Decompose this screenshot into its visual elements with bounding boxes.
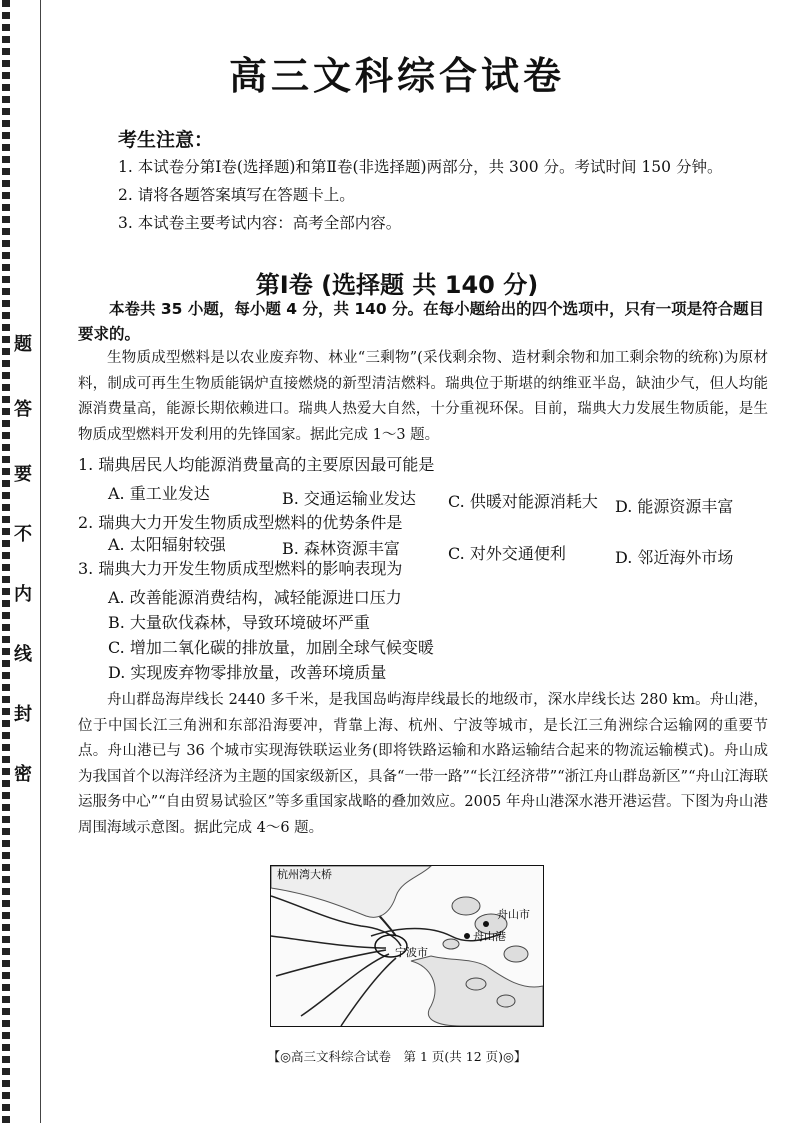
zhoushan-port-map [270, 865, 544, 1027]
map-road [271, 936, 386, 948]
coastline-south [411, 956, 543, 1026]
margin-word: 封 [14, 704, 32, 725]
label-zhoushan-port: 舟山港 [473, 930, 506, 943]
map-road [341, 958, 396, 1026]
margin-word: 题 [14, 334, 32, 355]
question-1-stem: 1. 瑞典居民人均能源消费量高的主要原因最可能是 [78, 455, 435, 474]
island [452, 897, 480, 915]
question-2-option-b: B. 森林资源丰富 [282, 539, 400, 558]
passage-1: 生物质成型燃料是以农业废弃物、林业“三剩物”(采伐剩余物、造材剩余物和加工剩余物的统称)为原材料，制成可再生生物质能锅炉直接燃烧的新型清洁燃料。瑞典位于斯堪的纳维亚半岛，缺油少气，但人均能源消费量高，能源长期依赖进口。瑞典人热爱大自然，十分重视环保。目前，瑞典大力发展生物质能，是生物质成型燃料开发利用的先锋国家。据此完成 1～3 题。 [78, 350, 768, 443]
island [443, 939, 459, 949]
question-3-option-b: B. 大量砍伐森林，导致环境破坏严重 [108, 613, 370, 632]
question-2-stem: 2. 瑞典大力开发生物质成型燃料的优势条件是 [78, 513, 403, 532]
question-2-option-a: A. 太阳辐射较强 [108, 535, 226, 554]
label-bridge: 杭州湾大桥 [277, 868, 332, 881]
question-3-stem: 3. 瑞典大力开发生物质成型燃料的影响表现为 [78, 559, 403, 578]
margin-word: 线 [14, 644, 32, 665]
section-title: 第Ⅰ卷 (选择题 共 140 分) [255, 271, 539, 299]
margin-word: 内 [14, 584, 32, 605]
passage-2: 舟山群岛海岸线长 2440 多千米，是我国岛屿海岸线最长的地级市，深水岸线长达 280 km。舟山港，位于中国长江三角洲和东部沿海要冲，背靠上海、杭州、宁波等城市，是长江三角洲综合运输网的重要节点。舟山港已与 36 个城市实现海铁联运业务(即将铁路运输和水路运输结合起来的物流运输模式)。舟山成为我国首个以海洋经济为主题的国家级新区，具备“一带一路”“长江经济带”“浙江舟山群岛新区”“舟山江海联运服务中心”“自由贸易试验区”等多重国家战略的叠加效应。2005 年舟山港深水港开港运营。下图为舟山港周围海域示意图。据此完成 4～6 题。 [78, 692, 768, 836]
margin-word: 答 [14, 399, 32, 420]
margin-word: 不 [14, 524, 32, 545]
margin-word: 密 [14, 764, 32, 785]
notice-line: 3. 本试卷主要考试内容：高考全部内容。 [118, 214, 402, 232]
notice-heading: 考生注意： [118, 129, 214, 151]
island [466, 978, 486, 990]
margin-word: 要 [14, 464, 32, 485]
notice-line: 1. 本试卷分第Ⅰ卷(选择题)和第Ⅱ卷(非选择题)两部分，共 300 分。考试时间 150 分钟。 [118, 158, 723, 176]
map-road [276, 950, 386, 976]
question-1-option-c: C. 供暖对能源消耗大 [448, 492, 598, 511]
question-3-option-c: C. 增加二氧化碳的排放量，加剧全球气候变暖 [108, 638, 434, 657]
label-zhoushan-city: 舟山市 [497, 908, 530, 921]
question-2-option-c: C. 对外交通便利 [448, 544, 566, 563]
binding-margin [0, 0, 41, 1123]
island [504, 946, 528, 962]
question-2-option-d: D. 邻近海外市场 [615, 548, 734, 567]
binding-dash-line [2, 0, 10, 1123]
label-ningbo: 宁波市 [395, 946, 428, 959]
question-3-option-d: D. 实现废弃物零排放量，改善环境质量 [108, 663, 387, 682]
zhoushan-city-dot [483, 921, 489, 927]
map-road [301, 954, 389, 1016]
section-intro: 本卷共 35 小题，每小题 4 分，共 140 分。在每小题给出的四个选项中，只有一项是符合题目要求的。 [78, 300, 765, 343]
map-drawing [271, 866, 543, 1026]
zhoushan-port-dot [464, 933, 470, 939]
question-1-option-b: B. 交通运输业发达 [282, 489, 416, 508]
question-3-option-a: A. 改善能源消费结构，减轻能源进口压力 [108, 588, 402, 607]
page-title: 高三文科综合试卷 [228, 54, 565, 98]
notice-line: 2. 请将各题答案填写在答题卡上。 [118, 186, 355, 204]
question-1-option-a: A. 重工业发达 [108, 484, 210, 503]
island [497, 995, 515, 1007]
question-1-option-d: D. 能源资源丰富 [615, 497, 734, 516]
page-footer: 【◎高三文科综合试卷 第 1 页(共 12 页)◎】 [267, 1049, 527, 1064]
